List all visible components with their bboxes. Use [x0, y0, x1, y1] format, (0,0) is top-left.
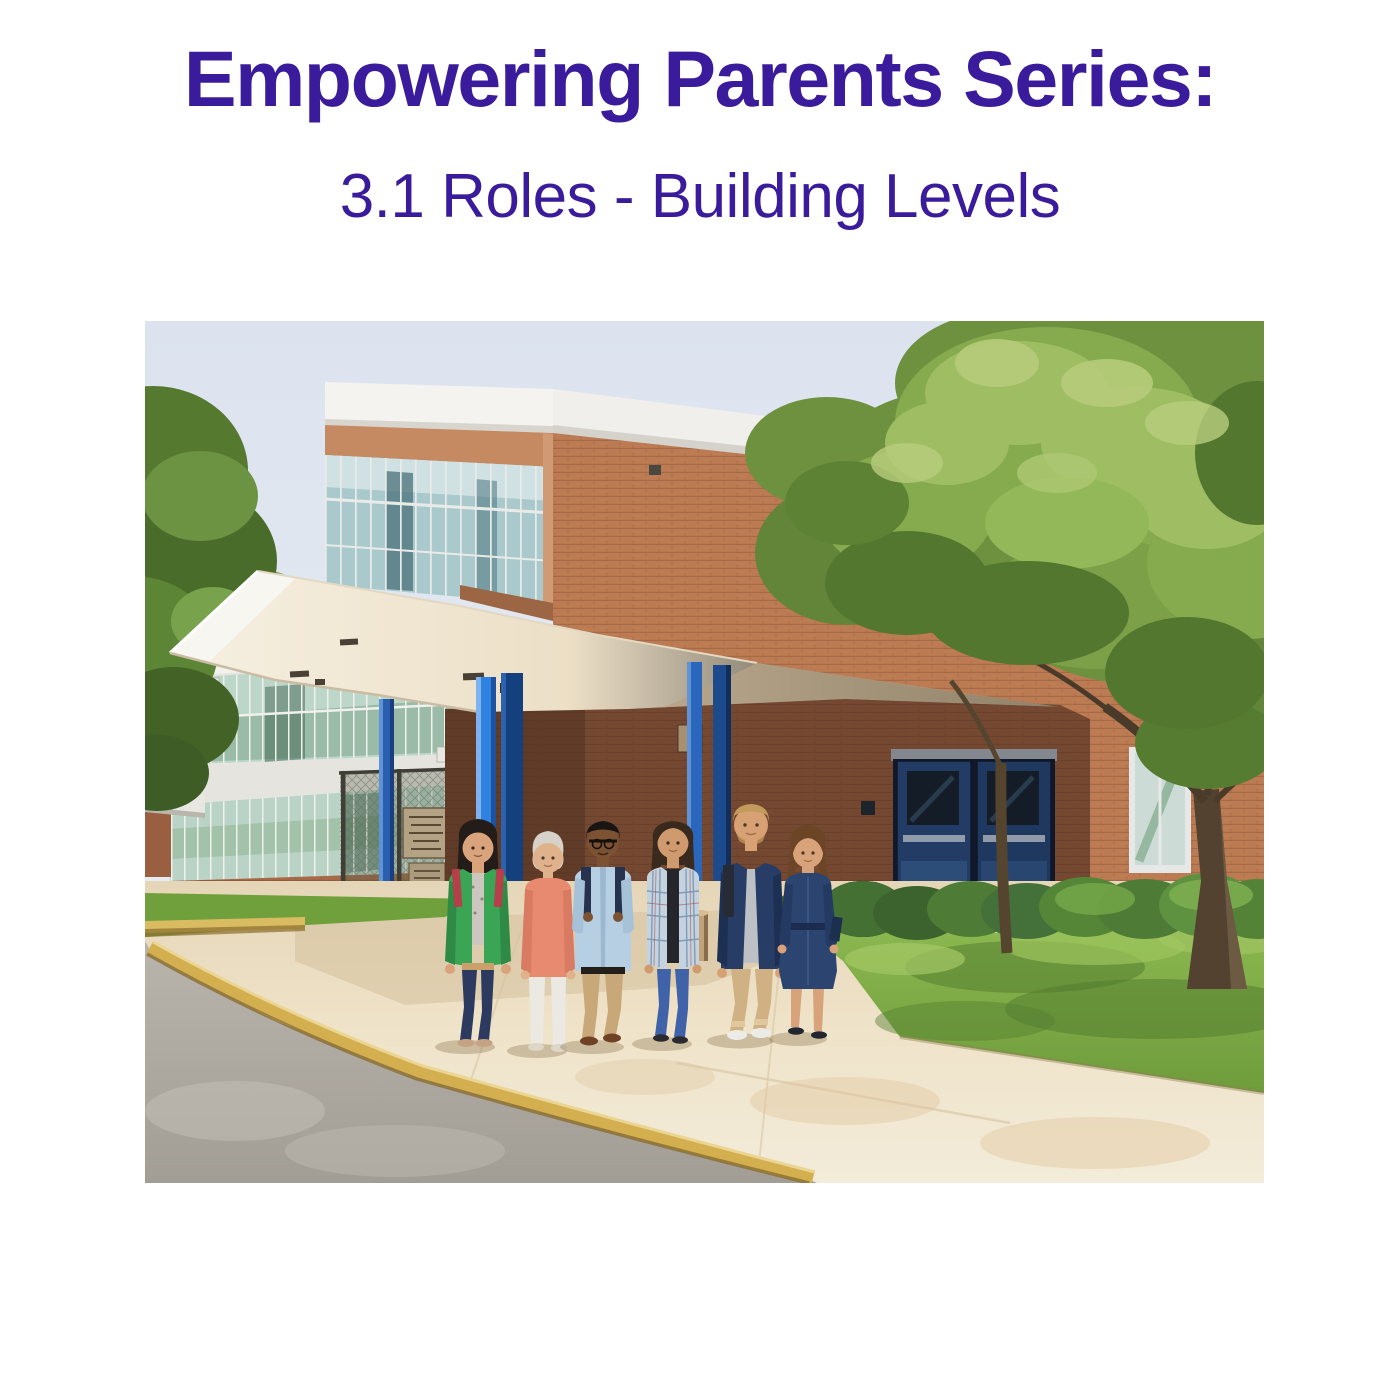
- fence-sign: [403, 808, 449, 858]
- entrance-doors: [891, 749, 1057, 889]
- upper-window-band: [325, 455, 553, 605]
- page-title: Empowering Parents Series:: [183, 34, 1217, 123]
- page-subtitle: 3.1 Roles - Building Levels: [339, 162, 1061, 231]
- intercom: [861, 801, 875, 815]
- school-photo-illustration: [145, 321, 1264, 1183]
- security-lamp: [649, 465, 661, 475]
- school-photo: [145, 321, 1264, 1183]
